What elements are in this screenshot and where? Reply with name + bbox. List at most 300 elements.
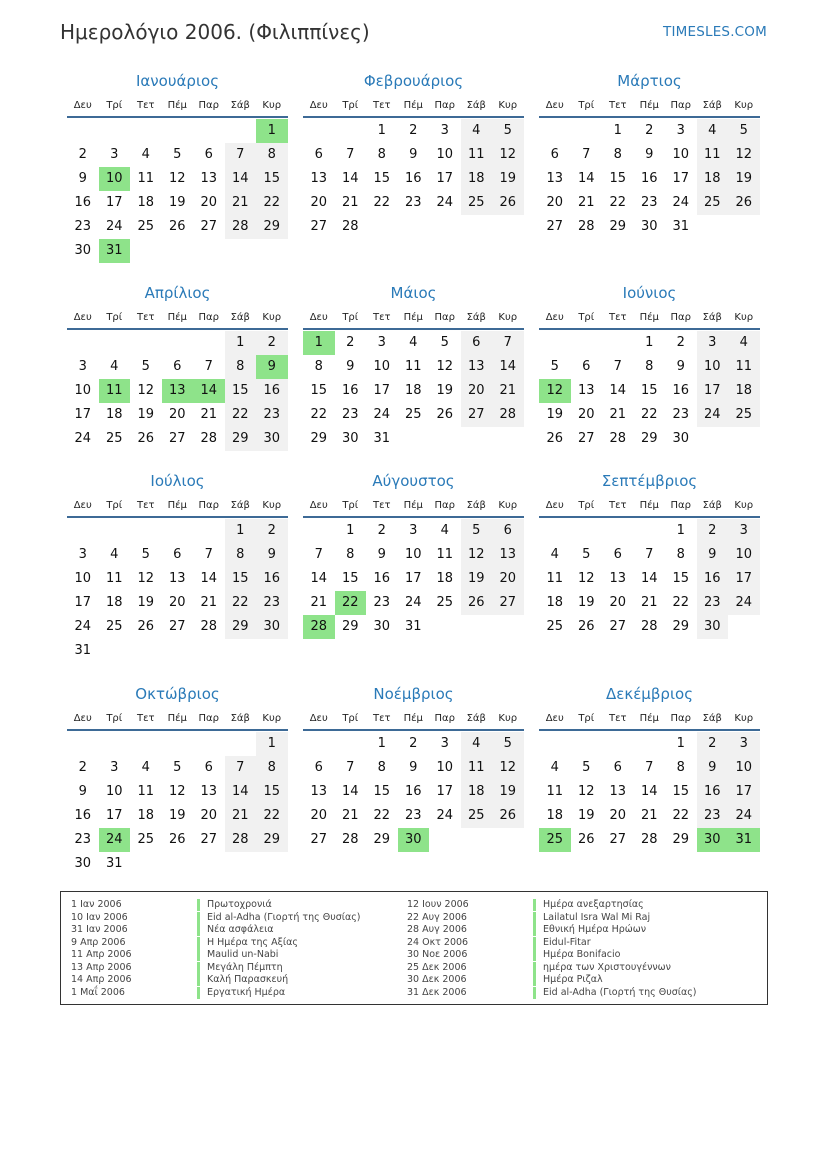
day-cell: 4 bbox=[461, 119, 493, 143]
holiday-date: 31 Δεκ 2006 bbox=[407, 986, 467, 998]
day-cell: 8 bbox=[346, 547, 355, 562]
weekday-label: Σάβ bbox=[466, 713, 486, 724]
day-cell: 3 bbox=[697, 331, 729, 355]
month-name: Σεπτέμβριος bbox=[601, 472, 698, 490]
day-cell: 8 bbox=[613, 147, 622, 162]
day-cell: 21 bbox=[577, 195, 595, 210]
page-title: Ημερολόγιο 2006. (Φιλιππίνες) bbox=[60, 20, 370, 44]
day-cell: 12 bbox=[436, 359, 454, 374]
day-cell: 23 bbox=[404, 808, 422, 823]
holiday-date: 22 Αυγ 2006 bbox=[407, 911, 467, 923]
weekday-label: Πέμ bbox=[639, 100, 659, 111]
day-cell: 18 bbox=[546, 808, 564, 823]
day-cell: 3 bbox=[377, 335, 386, 350]
weekday-label: Σάβ bbox=[230, 312, 250, 323]
day-cell: 2 bbox=[256, 331, 288, 355]
day-cell: 5 bbox=[492, 119, 524, 143]
day-cell: 10 bbox=[672, 147, 690, 162]
day-cell: 28 bbox=[341, 832, 359, 847]
day-cell: 21 bbox=[609, 407, 627, 422]
day-cell: 25 bbox=[105, 619, 123, 634]
day-cell: 1 bbox=[377, 123, 386, 138]
day-cell: 18 bbox=[105, 595, 123, 610]
day-cell: 14 bbox=[492, 355, 524, 379]
day-cell: 23 bbox=[404, 195, 422, 210]
weekday-label: Τρί bbox=[578, 500, 595, 511]
day-cell: 17 bbox=[404, 571, 422, 586]
day-cell: 5 bbox=[492, 732, 524, 756]
weekday-label: Δευ bbox=[73, 312, 92, 323]
day-cell: 8 bbox=[314, 359, 323, 374]
day-cell: 29 bbox=[225, 427, 257, 451]
day-cell: 30 bbox=[256, 427, 288, 451]
day-cell: 20 bbox=[200, 195, 218, 210]
holiday-date: 24 Οκτ 2006 bbox=[407, 936, 469, 948]
day-cell: 16 bbox=[373, 571, 391, 586]
day-cell: 19 bbox=[577, 595, 595, 610]
weekday-label: Παρ bbox=[434, 500, 455, 511]
day-cell: 14 bbox=[225, 780, 257, 804]
day-cell: 25 bbox=[461, 804, 493, 828]
weekday-label: Τετ bbox=[372, 312, 391, 323]
weekday-label: Παρ bbox=[670, 713, 691, 724]
holiday-date: 1 Μαΐ 2006 bbox=[71, 986, 125, 998]
holiday-date: 9 Απρ 2006 bbox=[71, 936, 126, 948]
day-cell: 27 bbox=[492, 591, 524, 615]
day-cell: 2 bbox=[78, 760, 87, 775]
day-cell: 27 bbox=[310, 832, 328, 847]
day-cell: 13 bbox=[310, 171, 328, 186]
weekday-label: Τετ bbox=[136, 312, 155, 323]
weekday-label: Παρ bbox=[434, 100, 455, 111]
weekday-label: Σάβ bbox=[702, 312, 722, 323]
holiday-day-cell: 31 bbox=[728, 828, 760, 852]
day-cell: 21 bbox=[200, 407, 218, 422]
day-cell: 18 bbox=[697, 167, 729, 191]
weekday-header bbox=[539, 500, 760, 518]
day-cell: 3 bbox=[676, 123, 685, 138]
holiday-name: Ημέρα ανεξαρτησίας bbox=[533, 899, 644, 911]
weekday-label: Δευ bbox=[73, 713, 92, 724]
day-cell: 24 bbox=[697, 403, 729, 427]
day-cell: 25 bbox=[137, 832, 155, 847]
weekday-label: Παρ bbox=[670, 500, 691, 511]
day-cell: 19 bbox=[577, 808, 595, 823]
day-cell: 8 bbox=[225, 355, 257, 379]
day-cell: 29 bbox=[341, 619, 359, 634]
day-cell: 10 bbox=[436, 760, 454, 775]
day-cell: 17 bbox=[373, 383, 391, 398]
holiday-day-cell: 31 bbox=[99, 239, 131, 263]
day-cell: 25 bbox=[461, 191, 493, 215]
weekday-label: Δευ bbox=[73, 100, 92, 111]
holiday-name: Εθνική Ημέρα Ηρώων bbox=[533, 924, 646, 936]
day-cell: 2 bbox=[409, 736, 418, 751]
day-cell: 16 bbox=[256, 567, 288, 591]
day-cell: 26 bbox=[137, 431, 155, 446]
day-cell: 10 bbox=[74, 383, 92, 398]
weekday-label: Παρ bbox=[434, 312, 455, 323]
day-cell: 19 bbox=[168, 195, 186, 210]
day-cell: 6 bbox=[582, 359, 591, 374]
day-cell: 12 bbox=[168, 171, 186, 186]
day-cell: 9 bbox=[78, 171, 87, 186]
holiday-date: 25 Δεκ 2006 bbox=[407, 961, 467, 973]
holiday-date: 30 Νοε 2006 bbox=[407, 949, 468, 960]
day-cell: 23 bbox=[256, 591, 288, 615]
day-cell: 21 bbox=[341, 195, 359, 210]
day-cell: 27 bbox=[168, 431, 186, 446]
day-cell: 17 bbox=[436, 171, 454, 186]
day-cell: 6 bbox=[204, 760, 213, 775]
weekday-label: Κυρ bbox=[498, 713, 518, 724]
day-cell: 26 bbox=[461, 591, 493, 615]
weekday-label: Τρί bbox=[106, 100, 123, 111]
day-cell: 11 bbox=[728, 355, 760, 379]
day-cell: 21 bbox=[492, 379, 524, 403]
day-cell: 1 bbox=[225, 519, 257, 543]
day-cell: 5 bbox=[173, 147, 182, 162]
holiday-date: 28 Αυγ 2006 bbox=[407, 924, 467, 935]
day-cell: 18 bbox=[137, 195, 155, 210]
day-cell: 22 bbox=[640, 407, 658, 422]
weekday-label: Σάβ bbox=[702, 100, 722, 111]
day-cell: 22 bbox=[672, 595, 690, 610]
day-cell: 2 bbox=[409, 123, 418, 138]
holiday-date: 31 Ιαν 2006 bbox=[71, 924, 128, 935]
day-cell: 30 bbox=[640, 219, 658, 234]
day-cell: 14 bbox=[577, 171, 595, 186]
holiday-name: Eidul-Fitar bbox=[533, 937, 591, 949]
day-cell: 2 bbox=[78, 147, 87, 162]
day-cell: 13 bbox=[168, 571, 186, 586]
day-cell: 28 bbox=[341, 219, 359, 234]
day-cell: 3 bbox=[440, 123, 449, 138]
day-cell: 4 bbox=[141, 147, 150, 162]
day-cell: 21 bbox=[200, 595, 218, 610]
day-cell: 8 bbox=[676, 547, 685, 562]
holiday-date: 13 Απρ 2006 bbox=[71, 961, 132, 973]
month-name: Ιούνιος bbox=[622, 284, 677, 302]
weekday-label: Τρί bbox=[106, 312, 123, 323]
weekday-label: Τρί bbox=[342, 312, 359, 323]
day-cell: 17 bbox=[697, 379, 729, 403]
day-cell: 12 bbox=[492, 756, 524, 780]
day-cell: 12 bbox=[492, 143, 524, 167]
weekday-label: Δευ bbox=[545, 500, 564, 511]
weekday-label: Κυρ bbox=[734, 500, 754, 511]
day-cell: 4 bbox=[461, 732, 493, 756]
day-cell: 16 bbox=[256, 379, 288, 403]
day-cell: 29 bbox=[256, 828, 288, 852]
day-cell: 13 bbox=[200, 784, 218, 799]
day-cell: 29 bbox=[672, 832, 690, 847]
holiday-name: Καλή Παρασκευή bbox=[197, 974, 288, 986]
weekday-label: Δευ bbox=[545, 100, 564, 111]
holiday-name: Η Ημέρα της Αξίας bbox=[197, 937, 298, 949]
day-cell: 18 bbox=[546, 595, 564, 610]
day-cell: 7 bbox=[346, 147, 355, 162]
day-cell: 20 bbox=[310, 808, 328, 823]
day-cell: 19 bbox=[436, 383, 454, 398]
day-cell: 20 bbox=[609, 808, 627, 823]
weekday-label: Πέμ bbox=[167, 100, 187, 111]
day-cell: 15 bbox=[256, 780, 288, 804]
day-cell: 26 bbox=[168, 832, 186, 847]
day-cell: 15 bbox=[225, 379, 257, 403]
day-cell: 31 bbox=[74, 643, 92, 658]
holiday-day-cell: 11 bbox=[99, 379, 131, 403]
day-cell: 29 bbox=[672, 619, 690, 634]
weekday-label: Κυρ bbox=[498, 312, 518, 323]
day-cell: 6 bbox=[314, 147, 323, 162]
day-cell: 3 bbox=[728, 519, 760, 543]
day-cell: 8 bbox=[676, 760, 685, 775]
weekday-label: Σάβ bbox=[702, 500, 722, 511]
day-cell: 29 bbox=[373, 832, 391, 847]
weekday-label: Σάβ bbox=[230, 713, 250, 724]
day-cell: 1 bbox=[225, 331, 257, 355]
day-cell: 3 bbox=[728, 732, 760, 756]
weekday-label: Σάβ bbox=[230, 100, 250, 111]
day-cell: 15 bbox=[640, 383, 658, 398]
day-cell: 7 bbox=[492, 331, 524, 355]
day-cell: 13 bbox=[577, 383, 595, 398]
day-cell: 25 bbox=[546, 619, 564, 634]
weekday-label: Δευ bbox=[545, 312, 564, 323]
day-cell: 24 bbox=[436, 195, 454, 210]
day-cell: 14 bbox=[640, 784, 658, 799]
weekday-label: Κυρ bbox=[262, 713, 282, 724]
day-cell: 23 bbox=[74, 832, 92, 847]
day-cell: 5 bbox=[582, 760, 591, 775]
weekday-label: Τετ bbox=[372, 500, 391, 511]
weekday-label: Τετ bbox=[608, 713, 627, 724]
day-cell: 29 bbox=[640, 431, 658, 446]
day-cell: 7 bbox=[613, 359, 622, 374]
day-cell: 4 bbox=[550, 760, 559, 775]
day-cell: 26 bbox=[728, 191, 760, 215]
day-cell: 23 bbox=[640, 195, 658, 210]
day-cell: 13 bbox=[546, 171, 564, 186]
day-cell: 9 bbox=[676, 359, 685, 374]
day-cell: 7 bbox=[204, 547, 213, 562]
day-cell: 17 bbox=[74, 595, 92, 610]
day-cell: 25 bbox=[436, 595, 454, 610]
weekday-label: Πέμ bbox=[403, 713, 423, 724]
day-cell: 2 bbox=[697, 732, 729, 756]
day-cell: 28 bbox=[225, 215, 257, 239]
holiday-day-cell: 30 bbox=[697, 828, 729, 852]
holiday-day-cell: 13 bbox=[162, 379, 194, 403]
day-cell: 6 bbox=[613, 760, 622, 775]
day-cell: 29 bbox=[609, 219, 627, 234]
day-cell: 20 bbox=[168, 407, 186, 422]
day-cell: 10 bbox=[697, 355, 729, 379]
day-cell: 26 bbox=[168, 219, 186, 234]
day-cell: 11 bbox=[546, 571, 564, 586]
day-cell: 12 bbox=[461, 543, 493, 567]
day-cell: 17 bbox=[105, 808, 123, 823]
day-cell: 7 bbox=[314, 547, 323, 562]
weekday-label: Δευ bbox=[309, 100, 328, 111]
day-cell: 20 bbox=[461, 379, 493, 403]
day-cell: 12 bbox=[577, 784, 595, 799]
weekday-label: Κυρ bbox=[734, 713, 754, 724]
day-cell: 10 bbox=[373, 359, 391, 374]
day-cell: 27 bbox=[200, 219, 218, 234]
day-cell: 1 bbox=[256, 732, 288, 756]
day-cell: 13 bbox=[609, 571, 627, 586]
day-cell: 31 bbox=[373, 431, 391, 446]
day-cell: 22 bbox=[373, 808, 391, 823]
weekday-header bbox=[539, 100, 760, 118]
day-cell: 3 bbox=[110, 760, 119, 775]
day-cell: 3 bbox=[110, 147, 119, 162]
month-name: Νοέμβριος bbox=[373, 685, 454, 703]
day-cell: 4 bbox=[141, 760, 150, 775]
day-cell: 22 bbox=[609, 195, 627, 210]
day-cell: 12 bbox=[137, 571, 155, 586]
day-cell: 17 bbox=[728, 780, 760, 804]
day-cell: 26 bbox=[436, 407, 454, 422]
day-cell: 20 bbox=[546, 195, 564, 210]
day-cell: 7 bbox=[582, 147, 591, 162]
day-cell: 1 bbox=[346, 523, 355, 538]
day-cell: 13 bbox=[461, 355, 493, 379]
holiday-day-cell: 10 bbox=[99, 167, 131, 191]
day-cell: 1 bbox=[645, 335, 654, 350]
day-cell: 27 bbox=[609, 832, 627, 847]
day-cell: 17 bbox=[105, 195, 123, 210]
day-cell: 5 bbox=[728, 119, 760, 143]
holiday-day-cell: 1 bbox=[303, 331, 335, 355]
weekday-header bbox=[67, 500, 288, 518]
day-cell: 17 bbox=[728, 567, 760, 591]
day-cell: 25 bbox=[697, 191, 729, 215]
day-cell: 10 bbox=[436, 147, 454, 162]
day-cell: 11 bbox=[461, 756, 493, 780]
day-cell: 22 bbox=[672, 808, 690, 823]
month-name: Φεβρουάριος bbox=[363, 72, 464, 90]
day-cell: 12 bbox=[168, 784, 186, 799]
day-cell: 4 bbox=[440, 523, 449, 538]
weekday-header bbox=[539, 713, 760, 731]
day-cell: 20 bbox=[609, 595, 627, 610]
day-cell: 27 bbox=[577, 431, 595, 446]
weekday-label: Τρί bbox=[578, 713, 595, 724]
day-cell: 22 bbox=[373, 195, 391, 210]
weekday-label: Τετ bbox=[608, 100, 627, 111]
day-cell: 15 bbox=[672, 571, 690, 586]
weekday-label: Κυρ bbox=[498, 100, 518, 111]
day-cell: 10 bbox=[74, 571, 92, 586]
day-cell: 7 bbox=[225, 756, 257, 780]
day-cell: 7 bbox=[645, 547, 654, 562]
day-cell: 5 bbox=[550, 359, 559, 374]
month-name: Ιούλιος bbox=[150, 472, 205, 490]
day-cell: 19 bbox=[492, 780, 524, 804]
day-cell: 23 bbox=[697, 804, 729, 828]
weekday-label: Τρί bbox=[342, 100, 359, 111]
holiday-date: 1 Ιαν 2006 bbox=[71, 899, 122, 910]
day-cell: 2 bbox=[256, 519, 288, 543]
day-cell: 21 bbox=[640, 808, 658, 823]
weekday-label: Πέμ bbox=[403, 100, 423, 111]
weekday-label: Σάβ bbox=[230, 500, 250, 511]
weekday-label: Τετ bbox=[372, 100, 391, 111]
day-cell: 30 bbox=[373, 619, 391, 634]
holiday-name: Ημέρα Bonifacio bbox=[533, 949, 620, 961]
weekday-label: Κυρ bbox=[262, 100, 282, 111]
day-cell: 14 bbox=[609, 383, 627, 398]
day-cell: 5 bbox=[461, 519, 493, 543]
day-cell: 15 bbox=[225, 567, 257, 591]
day-cell: 9 bbox=[377, 547, 386, 562]
day-cell: 4 bbox=[409, 335, 418, 350]
day-cell: 12 bbox=[577, 571, 595, 586]
weekday-label: Παρ bbox=[198, 312, 219, 323]
day-cell: 21 bbox=[640, 595, 658, 610]
day-cell: 17 bbox=[436, 784, 454, 799]
day-cell: 19 bbox=[137, 595, 155, 610]
day-cell: 24 bbox=[728, 804, 760, 828]
day-cell: 2 bbox=[676, 335, 685, 350]
day-cell: 28 bbox=[640, 832, 658, 847]
day-cell: 7 bbox=[204, 359, 213, 374]
day-cell: 6 bbox=[613, 547, 622, 562]
day-cell: 8 bbox=[256, 756, 288, 780]
day-cell: 29 bbox=[310, 431, 328, 446]
holiday-date: 14 Απρ 2006 bbox=[71, 974, 132, 985]
weekday-label: Τετ bbox=[608, 312, 627, 323]
weekday-label: Δευ bbox=[545, 713, 564, 724]
day-cell: 16 bbox=[74, 808, 92, 823]
day-cell: 26 bbox=[577, 619, 595, 634]
day-cell: 8 bbox=[225, 543, 257, 567]
day-cell: 22 bbox=[310, 407, 328, 422]
day-cell: 24 bbox=[105, 219, 123, 234]
day-cell: 19 bbox=[728, 167, 760, 191]
day-cell: 3 bbox=[78, 547, 87, 562]
weekday-label: Πέμ bbox=[403, 312, 423, 323]
day-cell: 13 bbox=[609, 784, 627, 799]
day-cell: 16 bbox=[640, 171, 658, 186]
day-cell: 6 bbox=[550, 147, 559, 162]
holiday-name: ημέρα των Χριστουγέννων bbox=[533, 962, 671, 974]
day-cell: 5 bbox=[440, 335, 449, 350]
site-link[interactable]: TIMESLES.COM bbox=[663, 24, 767, 40]
day-cell: 26 bbox=[492, 191, 524, 215]
weekday-header bbox=[67, 312, 288, 330]
day-cell: 30 bbox=[341, 431, 359, 446]
day-cell: 14 bbox=[310, 571, 328, 586]
holiday-date: 10 Ιαν 2006 bbox=[71, 911, 128, 923]
weekday-label: Παρ bbox=[198, 713, 219, 724]
weekday-label: Τετ bbox=[136, 500, 155, 511]
day-cell: 4 bbox=[110, 547, 119, 562]
day-cell: 13 bbox=[492, 543, 524, 567]
weekday-label: Παρ bbox=[434, 713, 455, 724]
day-cell: 8 bbox=[256, 143, 288, 167]
day-cell: 20 bbox=[310, 195, 328, 210]
day-cell: 11 bbox=[546, 784, 564, 799]
day-cell: 20 bbox=[492, 567, 524, 591]
weekday-label: Κυρ bbox=[734, 312, 754, 323]
day-cell: 18 bbox=[436, 571, 454, 586]
holiday-name: Eid al-Adha (Γιορτή της Θυσίας) bbox=[197, 912, 361, 924]
day-cell: 14 bbox=[225, 167, 257, 191]
